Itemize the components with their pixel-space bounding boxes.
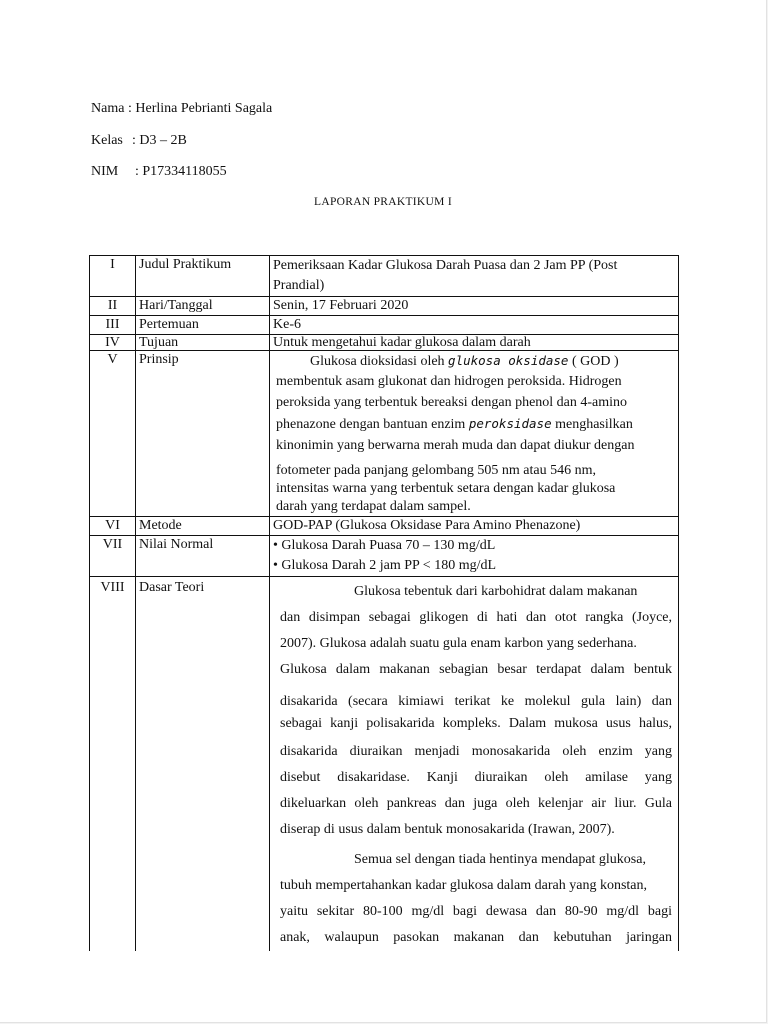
nama-value: : Herlina Pebrianti Sagala [128, 101, 273, 116]
row-value [270, 256, 679, 297]
row-value [270, 536, 679, 577]
nama-line [91, 101, 272, 117]
row-value-line: Pemeriksaan Kadar Glukosa Darah Puasa dan 2 Jam PP (Post [273, 258, 618, 273]
table-row [90, 351, 679, 517]
prinsip-line: intensitas warna yang terbentuk setara dengan kadar glukosa [276, 481, 616, 496]
dasar-teori-line: Semua sel dengan tiada hentinya mendapat glukosa, [354, 852, 646, 867]
nim-label: NIM [91, 164, 119, 179]
dasar-teori-line: sebagai kanji polisakarida kompleks. Dalam mukosa usus halus, [280, 716, 672, 731]
dasar-teori-line: diserap di usus dalam bentuk monosakarida (Irawan, 2007). [280, 822, 615, 837]
prinsip-line: membentuk asam glukonat dan hidrogen peroksida. Hidrogen [276, 374, 622, 389]
row-value: Untuk mengetahui kadar glukosa dalam darah [270, 335, 679, 351]
prinsip-line [276, 351, 675, 371]
row-label: Metode [136, 517, 270, 536]
prinsip-text: phenazone dengan bantuan enzim [276, 417, 469, 432]
prinsip-line: kinonimin yang berwarna merah muda dan dapat diukur dengan [276, 438, 635, 453]
report-title: LAPORAN PRAKTIKUM I [314, 196, 452, 208]
prinsip-italic-term: peroksidase [468, 416, 552, 431]
table-row [90, 335, 679, 351]
row-label: Tujuan [136, 335, 270, 351]
row-number: VII [90, 536, 136, 577]
table-row [90, 316, 679, 335]
prinsip-text: Glukosa dioksidasi oleh [310, 354, 449, 369]
table-row [90, 536, 679, 577]
row-value: Ke-6 [270, 316, 679, 335]
prinsip-text: menghasilkan [551, 417, 633, 432]
row-number: V [90, 351, 136, 517]
row-number: III [90, 316, 136, 335]
row-value: Senin, 17 Februari 2020 [270, 297, 679, 316]
dasar-teori-line: disebut disakaridase. Kanji diuraikan oleh amilase yang [280, 770, 672, 785]
dasar-teori-line: dikeluarkan oleh pankreas dan juga oleh kelenjar air liur. Gula [280, 796, 672, 811]
kelas-label: Kelas [91, 133, 123, 148]
dasar-teori-line: tubuh mempertahankan kadar glukosa dalam darah yang konstan, [280, 878, 647, 893]
nim-line [91, 164, 227, 180]
dasar-teori-line: dan disimpan sebagai glikogen di hati dan otot rangka (Joyce, [280, 610, 672, 625]
row-label: Hari/Tanggal [136, 297, 270, 316]
row-label: Nilai Normal [136, 536, 270, 577]
row-label: Prinsip [136, 351, 270, 517]
table-row [90, 577, 679, 952]
row-number: IV [90, 335, 136, 351]
kelas-value: : D3 – 2B [132, 133, 187, 148]
row-number: I [90, 256, 136, 297]
dasar-teori-line: disakarida (secara kimiawi terikat ke molekul gula lain) dan [280, 694, 672, 709]
table-row [90, 297, 679, 316]
nim-value: : P17334118055 [135, 164, 227, 179]
dasar-teori-line: anak, walaupun pasokan makanan dan kebutuhan jaringan [280, 930, 672, 945]
dasar-teori-line: disakarida diuraikan menjadi monosakarida oleh enzim yang [280, 744, 672, 759]
dasar-teori-line: yaitu sekitar 80-100 mg/dl bagi dewasa dan 80-90 mg/dl bagi [280, 904, 672, 919]
dasar-teori-line: Glukosa tebentuk dari karbohidrat dalam makanan [354, 584, 638, 599]
nama-label: Nama [91, 101, 125, 116]
nilai-normal-item: • Glukosa Darah 2 jam PP < 180 mg/dL [273, 558, 497, 573]
row-value [270, 351, 679, 517]
table-row [90, 517, 679, 536]
prinsip-line: darah yang terdapat dalam sampel. [276, 499, 471, 514]
row-value [270, 577, 679, 952]
row-label: Pertemuan [136, 316, 270, 335]
prinsip-line [276, 413, 675, 435]
row-value-line: Prandial) [273, 278, 325, 293]
dasar-teori-line: 2007). Glukosa adalah suatu gula enam karbon yang sederhana. [280, 636, 637, 651]
row-label: Judul Praktikum [136, 256, 270, 297]
prinsip-text: ( GOD ) [568, 354, 619, 369]
prinsip-line: fotometer pada panjang gelombang 505 nm atau 546 nm, [276, 463, 596, 478]
nilai-normal-item: • Glukosa Darah Puasa 70 – 130 mg/dL [273, 538, 496, 553]
prinsip-italic-term: glukosa oksidase [448, 353, 569, 368]
table-row [90, 256, 679, 297]
row-value: GOD-PAP (Glukosa Oksidase Para Amino Phenazone) [270, 517, 679, 536]
prinsip-line: peroksida yang terbentuk bereaksi dengan phenol dan 4-amino [276, 395, 628, 410]
kelas-line [91, 133, 187, 149]
row-number: VIII [90, 577, 136, 952]
row-number: II [90, 297, 136, 316]
row-number: VI [90, 517, 136, 536]
dasar-teori-line: Glukosa dalam makanan sebagian besar terdapat dalam bentuk [280, 662, 672, 677]
row-label: Dasar Teori [136, 577, 270, 952]
report-table [89, 255, 679, 951]
